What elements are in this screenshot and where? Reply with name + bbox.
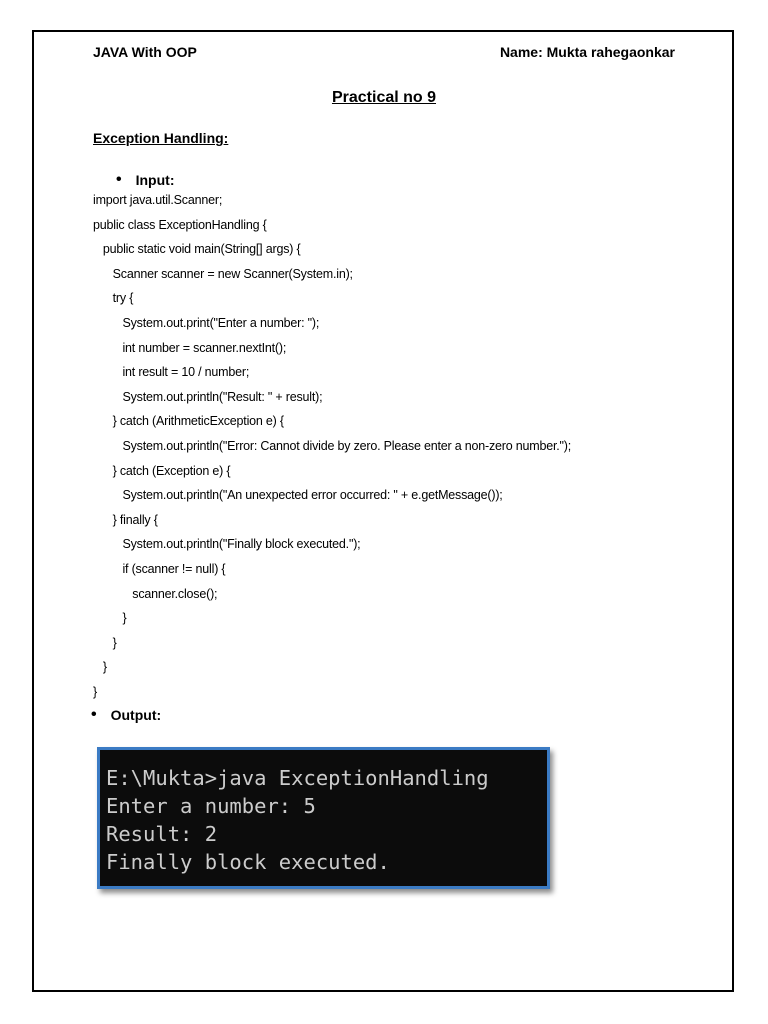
section-heading: Exception Handling: [93, 130, 229, 146]
code-line: } [93, 660, 107, 675]
code-line: public class ExceptionHandling { [93, 217, 267, 232]
code-line: if (scanner != null) { [93, 561, 226, 576]
output-bullet [91, 706, 161, 724]
code-line: System.out.println("Finally block executed."); [93, 537, 361, 552]
code-line: } [93, 611, 127, 626]
terminal-line: Finally block executed. [106, 850, 390, 874]
code-line: public static void main(String[] args) { [93, 242, 301, 257]
input-bullet [116, 171, 174, 189]
terminal-screenshot [97, 747, 550, 889]
code-line: } finally { [93, 512, 158, 527]
header-subject: JAVA With OOP [93, 44, 197, 60]
output-label: Output: [110, 707, 162, 723]
code-line: } [93, 684, 97, 699]
bullet-icon: • [116, 171, 122, 188]
terminal-line: E:\Mukta>java ExceptionHandling [106, 766, 489, 790]
code-line: } [93, 635, 117, 650]
code-line: int result = 10 / number; [93, 365, 250, 380]
input-label: Input: [135, 172, 175, 188]
terminal-line: Result: 2 [106, 822, 218, 846]
code-line: import java.util.Scanner; [93, 193, 223, 207]
code-line: System.out.print("Enter a number: "); [93, 315, 320, 330]
code-line: } catch (ArithmeticException e) { [93, 414, 284, 429]
code-line: System.out.println("An unexpected error occurred: " + e.getMessage()); [93, 488, 503, 503]
code-line: System.out.println("Result: " + result); [93, 389, 323, 404]
code-line: int number = scanner.nextInt(); [93, 340, 287, 355]
code-line: System.out.println("Error: Cannot divide by zero. Please enter a non-zero number."); [93, 438, 572, 453]
code-line: try { [93, 291, 134, 306]
terminal-line: Enter a number: 5 [106, 794, 316, 818]
code-listing [93, 188, 713, 704]
header-name: Name: Mukta rahegaonkar [499, 44, 675, 60]
code-line: scanner.close(); [93, 586, 218, 601]
bullet-icon: • [91, 706, 97, 723]
code-line: } catch (Exception e) { [93, 463, 231, 478]
code-line: Scanner scanner = new Scanner(System.in); [93, 266, 353, 281]
page-title: Practical no 9 [331, 89, 437, 106]
